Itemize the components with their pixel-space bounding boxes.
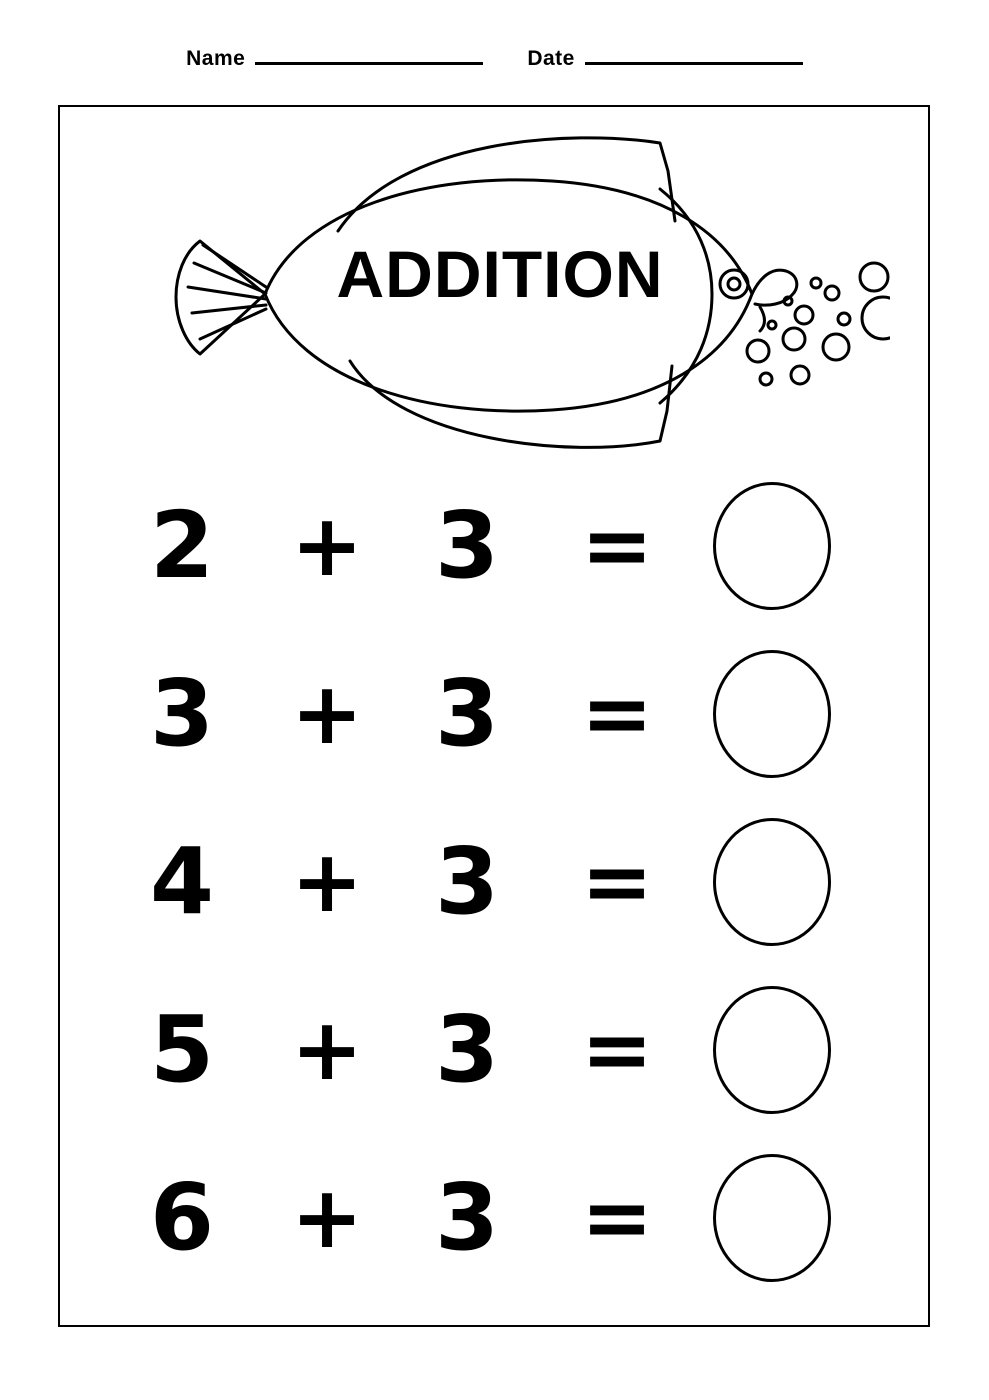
plus-sign-icon: +: [290, 1000, 364, 1100]
worksheet-header: [0, 42, 989, 84]
addend-b: 3: [434, 1164, 499, 1271]
problem-list: [60, 462, 932, 1302]
addend-a: 4: [149, 828, 214, 935]
plus-sign-icon: +: [290, 832, 364, 932]
addend-a: 6: [149, 1164, 214, 1271]
equals-sign-icon: =: [580, 1168, 654, 1268]
answer-cell[interactable]: [692, 650, 852, 778]
addend-a: 2: [149, 492, 214, 599]
answer-oval[interactable]: [713, 1154, 831, 1282]
problem-row: [60, 462, 932, 630]
addend-b: 3: [434, 996, 499, 1103]
problem-row: [60, 798, 932, 966]
name-write-line[interactable]: [255, 42, 483, 65]
problem-row: [60, 630, 932, 798]
addend-b: 3: [434, 660, 499, 767]
plus-sign-icon: +: [290, 664, 364, 764]
worksheet-title: ADDITION: [336, 237, 664, 311]
equals-sign-icon: =: [580, 1000, 654, 1100]
equals-sign-icon: =: [580, 664, 654, 764]
answer-oval[interactable]: [713, 482, 831, 610]
equals-sign-icon: =: [580, 832, 654, 932]
name-field: [186, 42, 483, 71]
plus-sign-icon: +: [290, 1168, 364, 1268]
answer-cell[interactable]: [692, 482, 852, 610]
date-write-line[interactable]: [585, 42, 803, 65]
name-label: Name: [186, 47, 246, 70]
addend-a: 3: [149, 660, 214, 767]
addend-b: 3: [434, 492, 499, 599]
worksheet-frame: [58, 105, 930, 1327]
addend-b: 3: [434, 828, 499, 935]
answer-cell[interactable]: [692, 818, 852, 946]
date-field: [527, 42, 803, 71]
problem-row: [60, 1134, 932, 1302]
problem-row: [60, 966, 932, 1134]
answer-cell[interactable]: [692, 986, 852, 1114]
date-label: Date: [527, 47, 575, 70]
fish-illustration: [100, 111, 890, 466]
answer-oval[interactable]: [713, 986, 831, 1114]
answer-oval[interactable]: [713, 818, 831, 946]
answer-cell[interactable]: [692, 1154, 852, 1282]
answer-oval[interactable]: [713, 650, 831, 778]
addend-a: 5: [149, 996, 214, 1103]
plus-sign-icon: +: [290, 496, 364, 596]
equals-sign-icon: =: [580, 496, 654, 596]
